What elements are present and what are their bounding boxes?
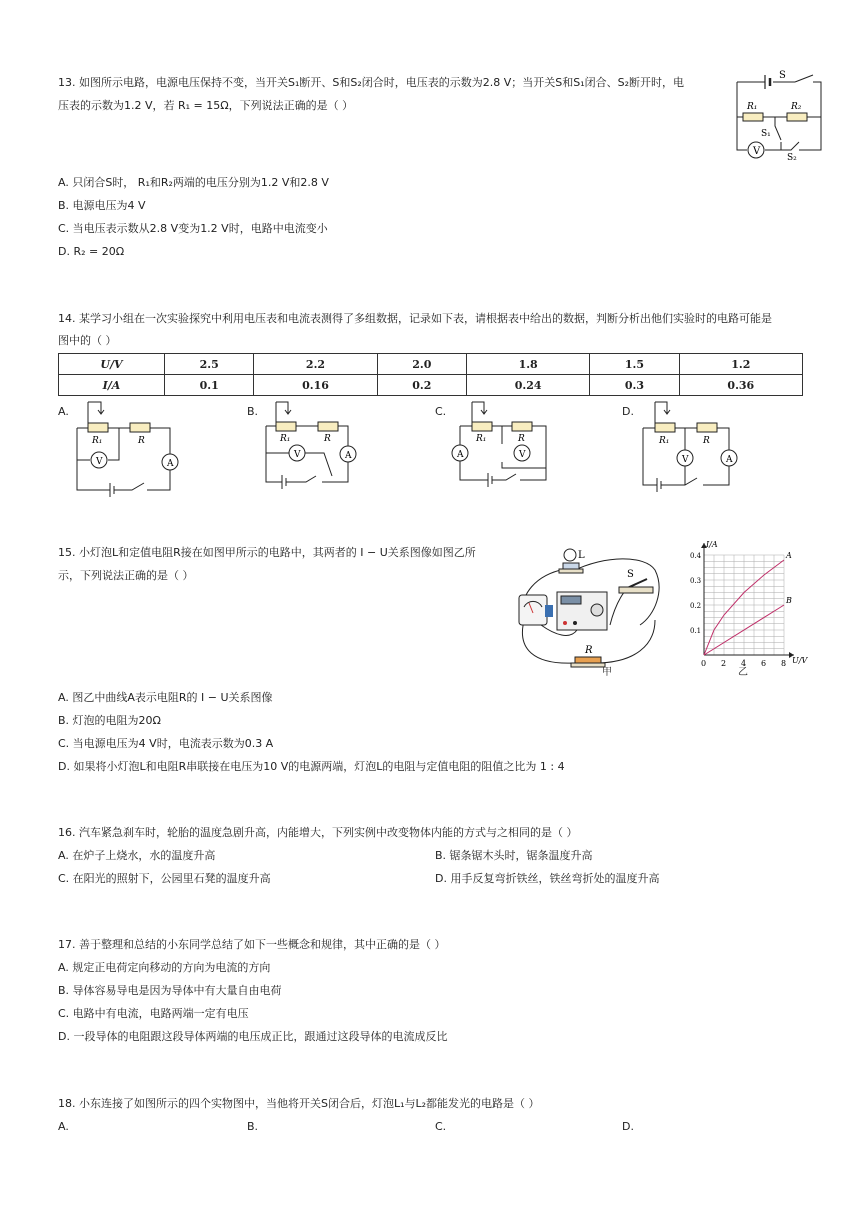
table-header-i: I/A [59,375,165,396]
q13-s1-label: S₁ [761,129,771,139]
q13-option-b: B. 电源电压为4 V [58,199,146,212]
q13-circuit-figure [735,70,835,165]
q14a-voltmeter-label: V [96,457,103,467]
x-tick-label: 6 [761,659,767,668]
q14a-r-label: R [138,436,145,446]
q13-r2-label: R₂ [791,102,802,112]
y-tick-label: 0.2 [690,602,702,610]
q14d-voltmeter-label: V [682,455,689,465]
q13-option-d: D. R₂ = 20Ω [58,245,125,258]
q18-stem: 18. 小东连接了如图所示的四个实物图中，当他将开关S闭合后，灯泡L₁与L₂都能发光的电路是（ ） [58,1097,540,1110]
x-tick-label: 8 [781,659,787,668]
table-cell: 1.8 [467,354,590,375]
q15-bulb-label: L [578,550,585,561]
q14c-r1-label: R₁ [476,434,487,444]
q14-stem-line1: 14. 某学习小组在一次实验探究中利用电压表和电流表测得了多组数据，记录如下表，请根据表中给出的数据，判断分析出他们实验时的电路可能是 [58,312,772,325]
table-cell: 0.36 [679,375,802,396]
q14b-voltmeter-label: V [294,450,301,460]
table-cell: 2.2 [254,354,377,375]
q17-option-c: C. 电路中有电流，电路两端一定有电压 [58,1007,249,1020]
table-cell: 0.2 [377,375,466,396]
q15-figure-jia-label: 甲 [602,667,612,678]
y-tick-label: 0.1 [690,627,702,635]
q14b-ammeter-label: A [345,451,352,461]
q15-physical-circuit [515,545,665,680]
y-axis-label: I/A [706,540,718,549]
q14-circuit-a [72,398,187,498]
q14c-ammeter-label: A [457,450,464,460]
q16-option-c: C. 在阳光的照射下，公园里石凳的温度升高 [58,872,271,885]
q14c-voltmeter-label: V [519,450,526,460]
q14-option-d-label: D. [622,405,634,418]
q15-resistor-label: R [585,645,593,656]
q14b-r-label: R [324,434,331,444]
q15-option-c: C. 当电源电压为4 V时，电流表示数为0.3 A [58,737,274,750]
q17-stem: 17. 善于整理和总结的小东同学总结了如下一些概念和规律，其中正确的是（ ） [58,938,446,951]
q14-circuit-c [450,398,550,488]
table-row [59,375,803,396]
q15-stem-line1: 15. 小灯泡L和定值电阻R接在如图甲所示的电路中，其两者的 I − U关系图像如图乙所 [58,546,476,559]
q13-r1-label: R₁ [747,102,758,112]
q14-option-c-label: C. [435,405,447,418]
q15-iu-chart [690,540,815,675]
q17-option-a: A. 规定正电荷定向移动的方向为电流的方向 [58,961,271,974]
q15-stem-line2: 示，下列说法正确的是（ ） [58,569,194,582]
q14c-r-label: R [518,434,525,444]
q16-stem: 16. 汽车紧急刹车时，轮胎的温度急剧升高，内能增大，下列实例中改变物体内能的方式与之相同的是（ ） [58,826,578,839]
q13-stem-line1: 13. 如图所示电路，电源电压保持不变，当开关S₁断开、S和S₂闭合时，电压表的示数为2.8 V；当开关S和S₁闭合、S₂断开时，电 [58,76,685,89]
q16-option-d: D. 用手反复弯折铁丝，铁丝弯折处的温度升高 [435,872,660,885]
y-tick-label: 0.3 [690,577,702,585]
table-cell: 0.16 [254,375,377,396]
q14-data-table [58,353,803,396]
q13-s2-label: S₂ [787,153,797,163]
table-header-u: U/V [59,354,165,375]
q14a-r1-label: R₁ [92,436,103,446]
q15-option-b: B. 灯泡的电阻为20Ω [58,714,161,727]
x-axis-label: U/V [792,656,808,665]
q13-switch-s-label: S [779,70,786,81]
series-label-B: B [786,596,792,605]
q14d-r-label: R [703,436,710,446]
q15-switch-label: S [627,569,634,580]
table-cell: 0.3 [590,375,679,396]
q17-option-d: D. 一段导体的电阻跟这段导体两端的电压成正比，跟通过这段导体的电流成反比 [58,1030,448,1043]
q18-option-b-label: B. [247,1120,259,1133]
q14-option-a-label: A. [58,405,69,418]
q17-option-b: B. 导体容易导电是因为导体中有大量自由电荷 [58,984,282,997]
x-tick-label: 0 [701,659,707,668]
y-tick-label: 0.4 [690,552,702,560]
q18-option-a-label: A. [58,1120,69,1133]
table-cell: 1.2 [679,354,802,375]
table-row [59,354,803,375]
q15-option-d: D. 如果将小灯泡L和电阻R串联接在电压为10 V的电源两端，灯泡L的电阻与定值电阻的阻值之比为 1 : 4 [58,760,565,773]
q16-option-a: A. 在炉子上烧水，水的温度升高 [58,849,216,862]
q14b-r1-label: R₁ [280,434,291,444]
x-tick-label: 2 [721,659,727,668]
q14d-ammeter-label: A [726,455,733,465]
q13-option-a: A. 只闭合S时， R₁和R₂两端的电压分别为1.2 V和2.8 V [58,176,329,189]
q14-option-b-label: B. [247,405,259,418]
q14d-r1-label: R₁ [659,436,670,446]
q15-option-a: A. 图乙中曲线A表示电阻R的 I − U关系图像 [58,691,273,704]
q13-stem-line2: 压表的示数为1.2 V，若 R₁ = 15Ω，下列说法正确的是（ ） [58,99,354,112]
q16-option-b: B. 锯条锯木头时，锯条温度升高 [435,849,593,862]
q14a-ammeter-label: A [167,459,174,469]
q14-circuit-b [262,398,362,488]
table-cell: 0.24 [467,375,590,396]
q14-circuit-d [637,398,747,493]
table-cell: 2.0 [377,354,466,375]
q13-voltmeter-label: V [753,146,761,157]
x-tick-label: 4 [741,659,747,668]
q18-option-c-label: C. [435,1120,447,1133]
q13-option-c: C. 当电压表示数从2.8 V变为1.2 V时，电路中电流变小 [58,222,328,235]
table-cell: 2.5 [165,354,254,375]
q18-option-d-label: D. [622,1120,634,1133]
series-label-A: A [786,551,792,560]
table-cell: 0.1 [165,375,254,396]
q15-figure-yi-label: 乙 [738,667,748,678]
table-cell: 1.5 [590,354,679,375]
q14-stem-line2: 图中的（ ） [58,334,117,347]
